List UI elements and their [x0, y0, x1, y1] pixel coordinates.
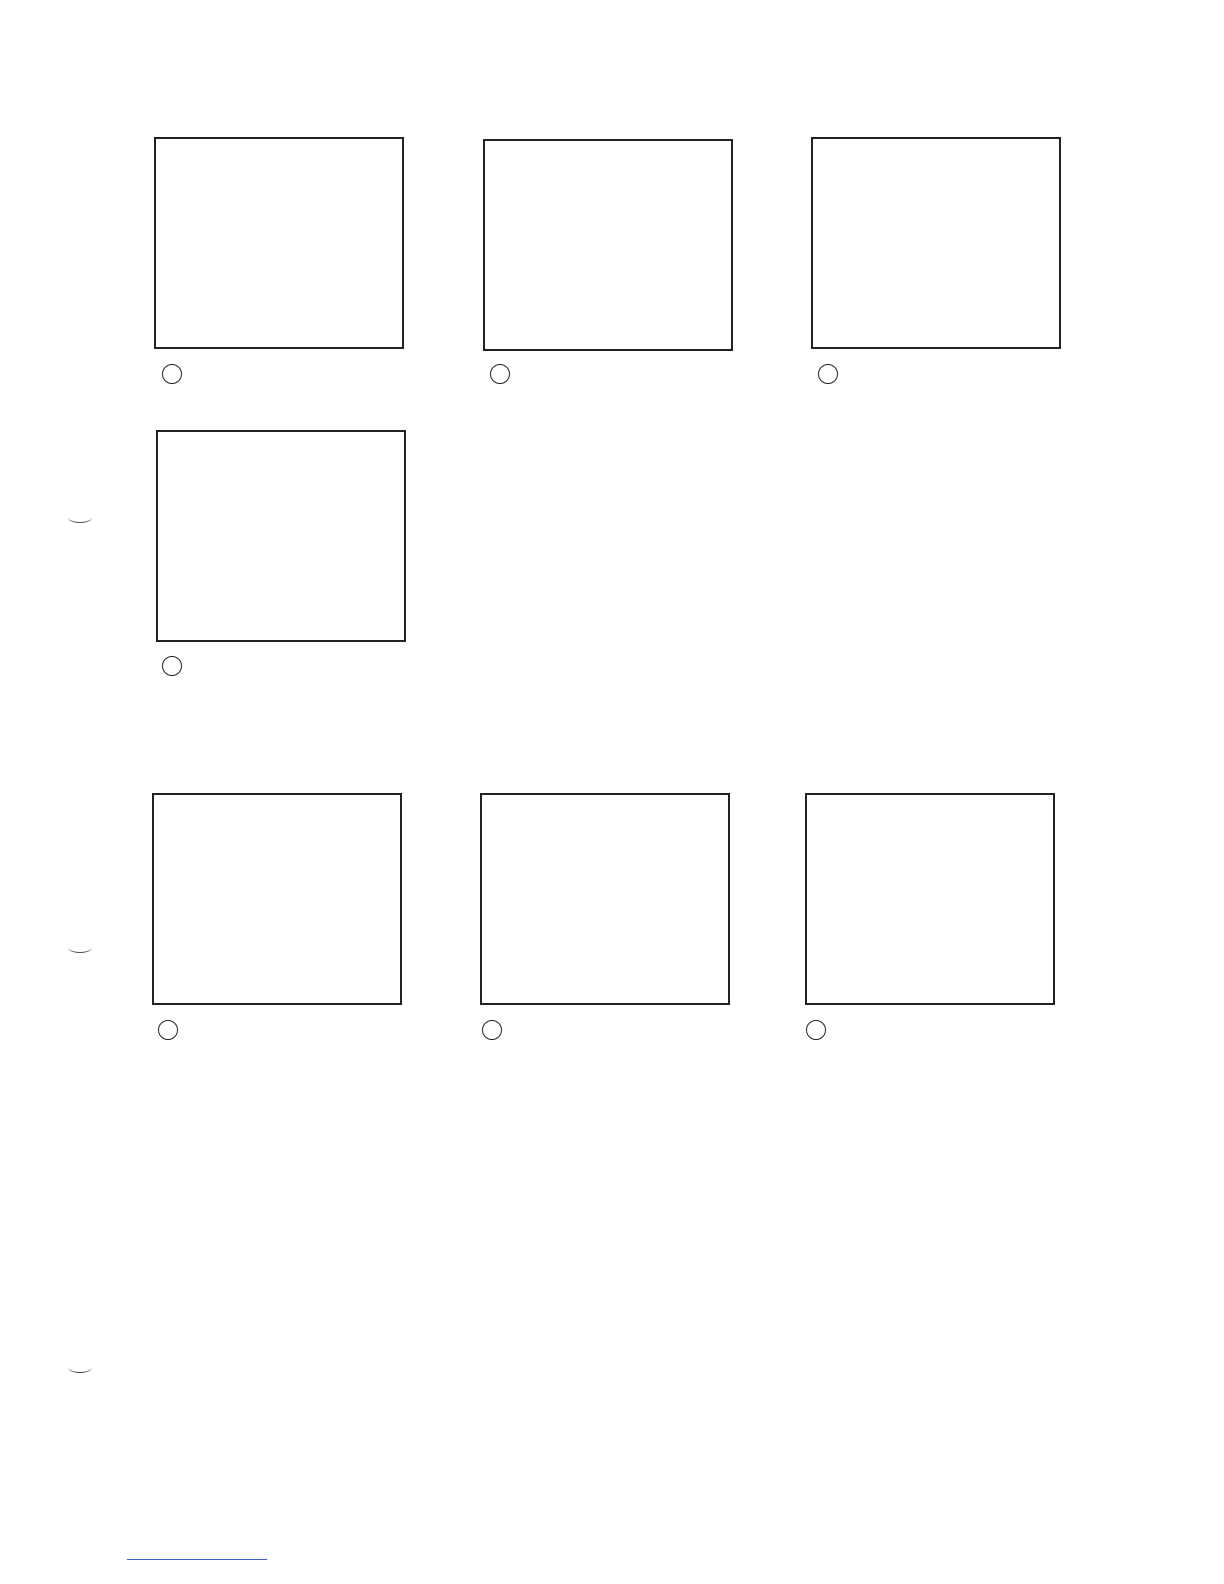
oscilloscope-display-6-5-1 [152, 793, 402, 1005]
footer-rule [127, 1559, 267, 1560]
binding-hole-mark [68, 1362, 92, 1373]
scope-caption-6-4-3 [818, 364, 866, 391]
scope-caption-6-4-2 [490, 364, 538, 391]
binding-hole-mark [68, 942, 92, 953]
oscilloscope-display-6-4-2 [483, 139, 733, 351]
oscilloscope-display-6-5-3 [805, 793, 1055, 1005]
binding-hole-mark [68, 512, 92, 523]
oscilloscope-display-6-4-3 [811, 137, 1061, 349]
circled-number [158, 1020, 178, 1040]
scope-caption-6-5-2 [482, 1020, 530, 1047]
circled-number [818, 364, 838, 384]
circled-number [482, 1020, 502, 1040]
scope-caption-6-4-4 [162, 656, 210, 683]
circled-number [162, 364, 182, 384]
circled-number [490, 364, 510, 384]
oscilloscope-display-6-4-4 [156, 430, 406, 642]
scope-caption-6-4-1 [162, 364, 210, 391]
oscilloscope-display-6-4-1 [154, 137, 404, 349]
circled-number [806, 1020, 826, 1040]
scope-caption-6-5-1 [158, 1020, 206, 1047]
scope-caption-6-5-3 [806, 1020, 854, 1047]
circled-number [162, 656, 182, 676]
oscilloscope-display-6-5-2 [480, 793, 730, 1005]
